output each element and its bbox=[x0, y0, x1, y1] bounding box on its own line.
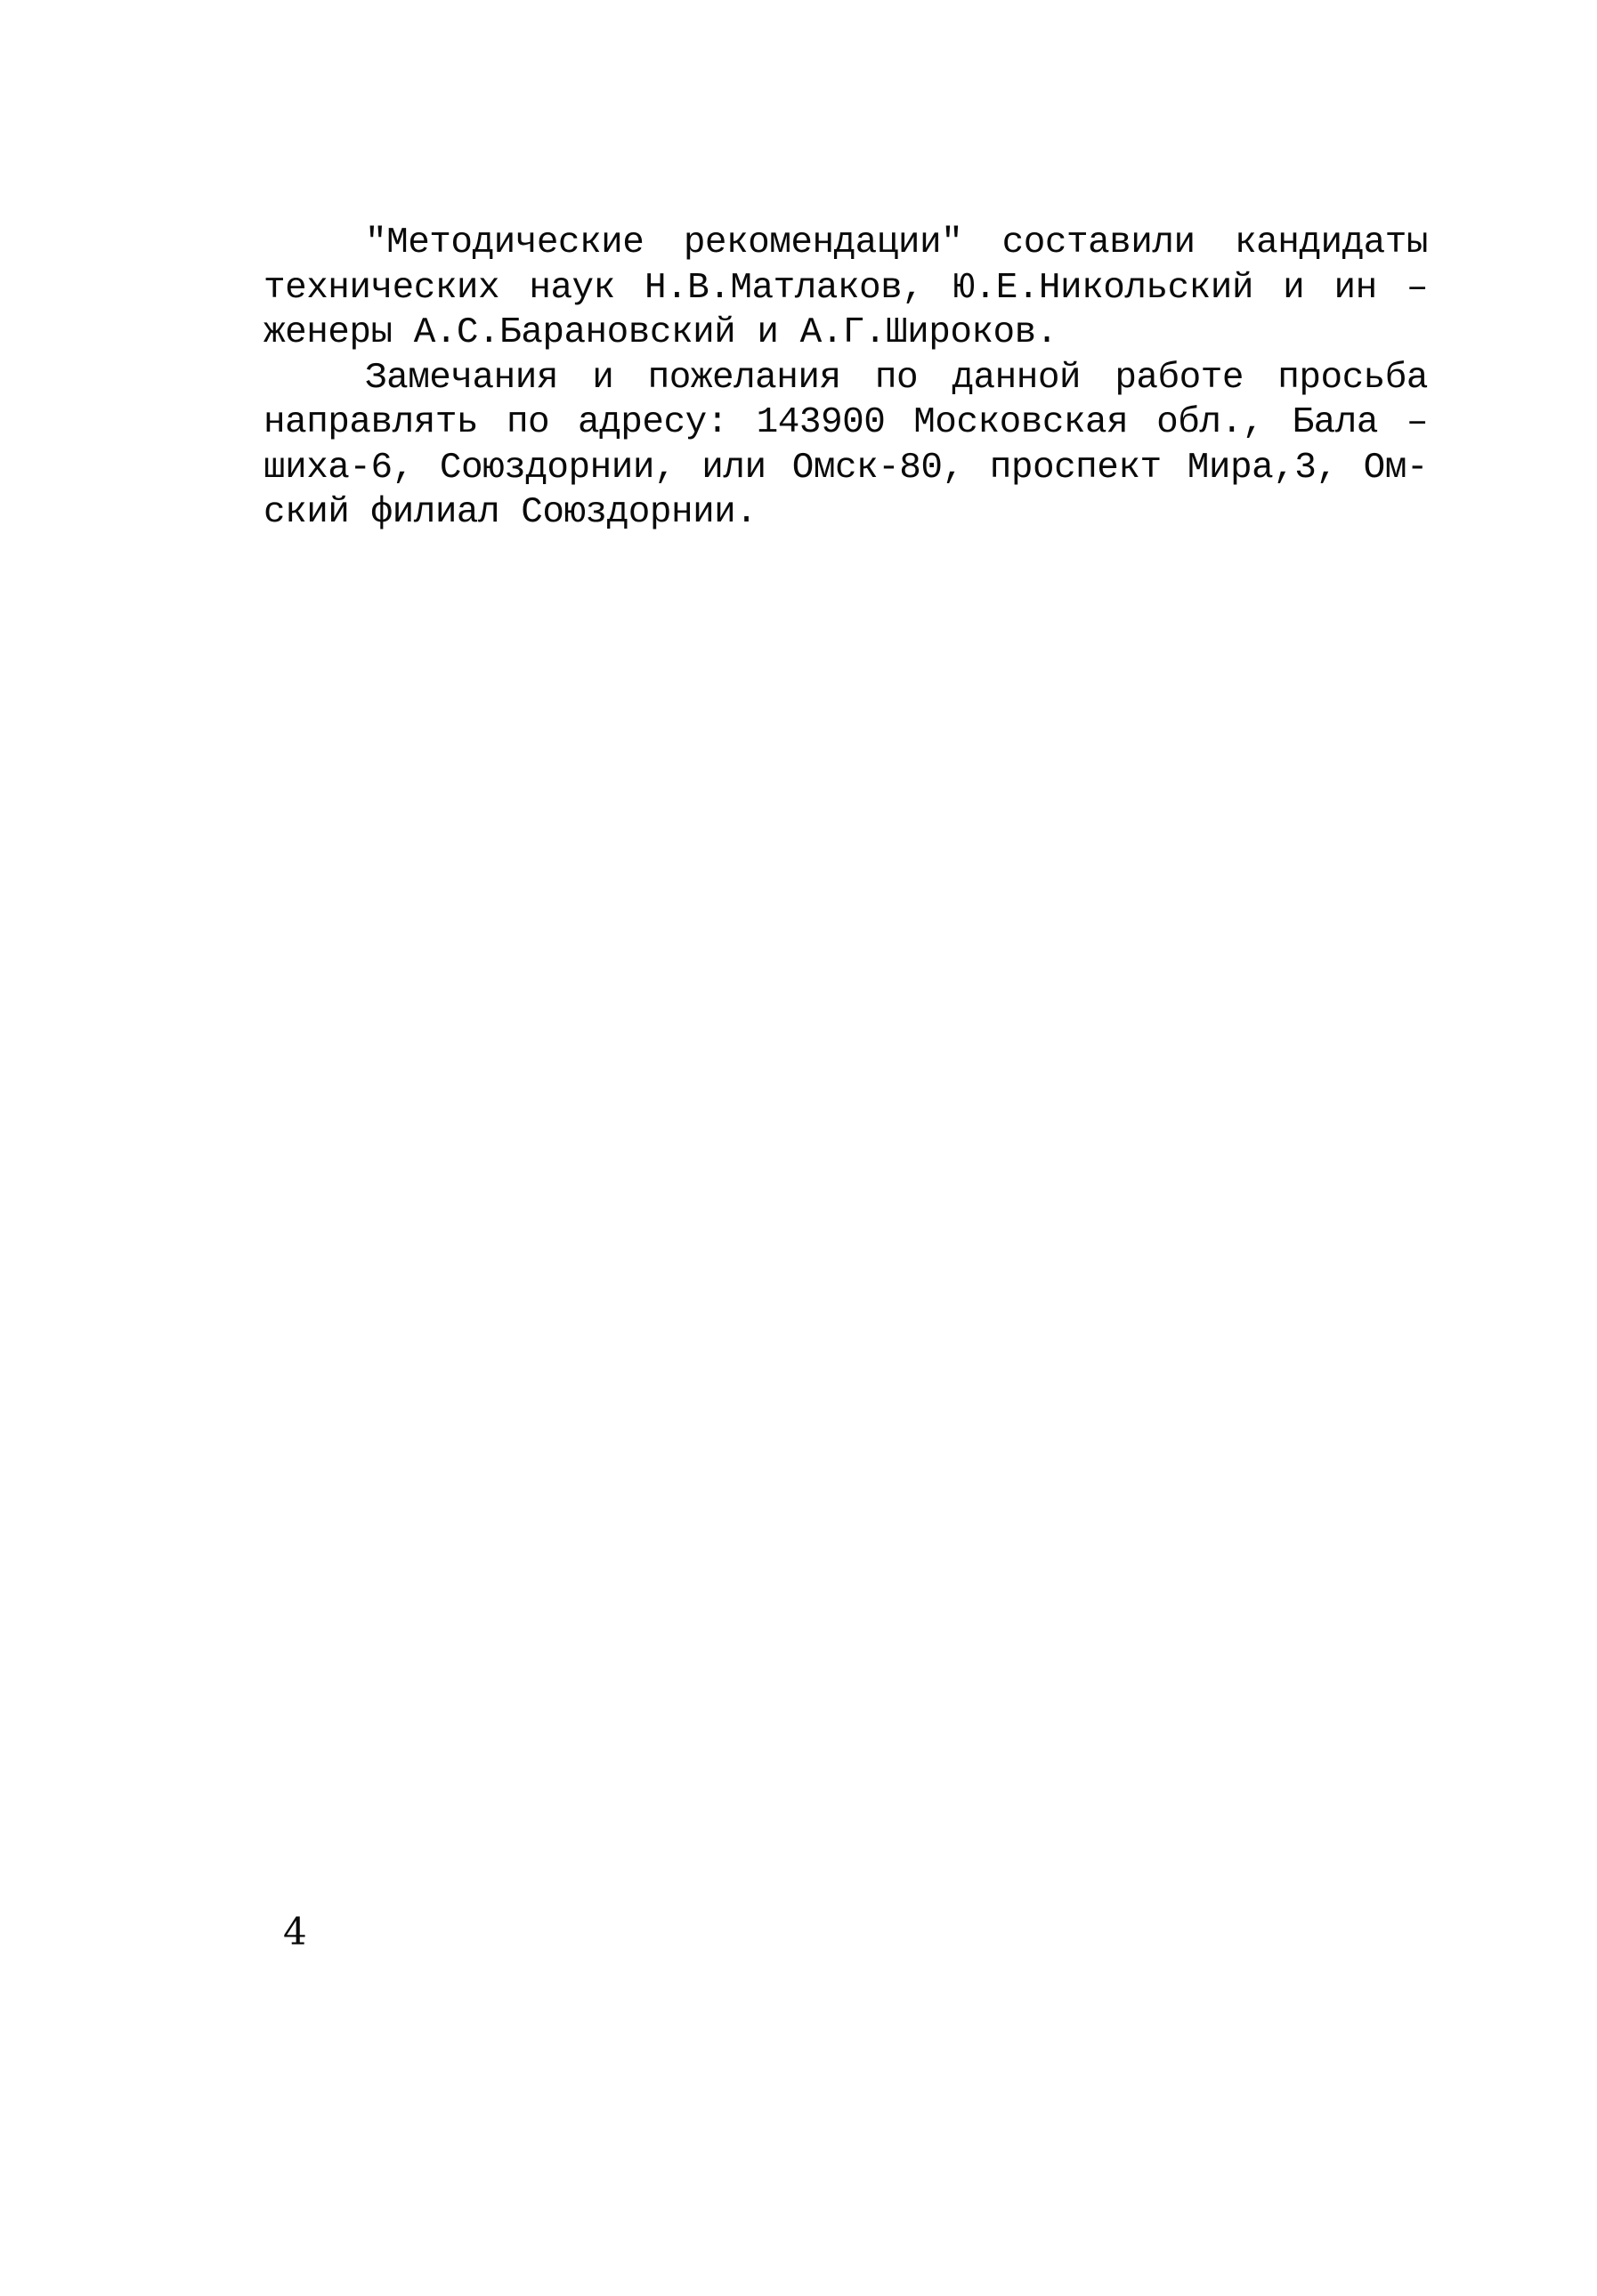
paragraph-1-line-3: женеры А.С.Барановский и А.Г.Широков. bbox=[263, 312, 1058, 353]
paragraph-1-line-2: технических наук Н.В.Матлаков, Ю.Е.Никольский и ин – bbox=[263, 267, 1428, 309]
paragraph-2-line-2: направлять по адресу: 143900 Московская обл., Бала – bbox=[263, 402, 1428, 443]
page-number: 4 bbox=[283, 1910, 307, 1953]
body-text bbox=[263, 221, 1428, 536]
paragraph-2-line-1: Замечания и пожелания по данной работе просьба bbox=[365, 357, 1428, 399]
paragraph-1-line-1: "Методические рекомендации" составили кандидаты bbox=[365, 222, 1428, 263]
paragraph-feedback-address bbox=[263, 356, 1428, 536]
paragraph-credits bbox=[263, 221, 1428, 356]
paragraph-2-line-3: шиха-6, Союздорнии, или Омск-80, проспект Мира,3, Ом- bbox=[263, 447, 1428, 489]
paragraph-2-line-4: ский филиал Союздорнии. bbox=[263, 492, 758, 533]
